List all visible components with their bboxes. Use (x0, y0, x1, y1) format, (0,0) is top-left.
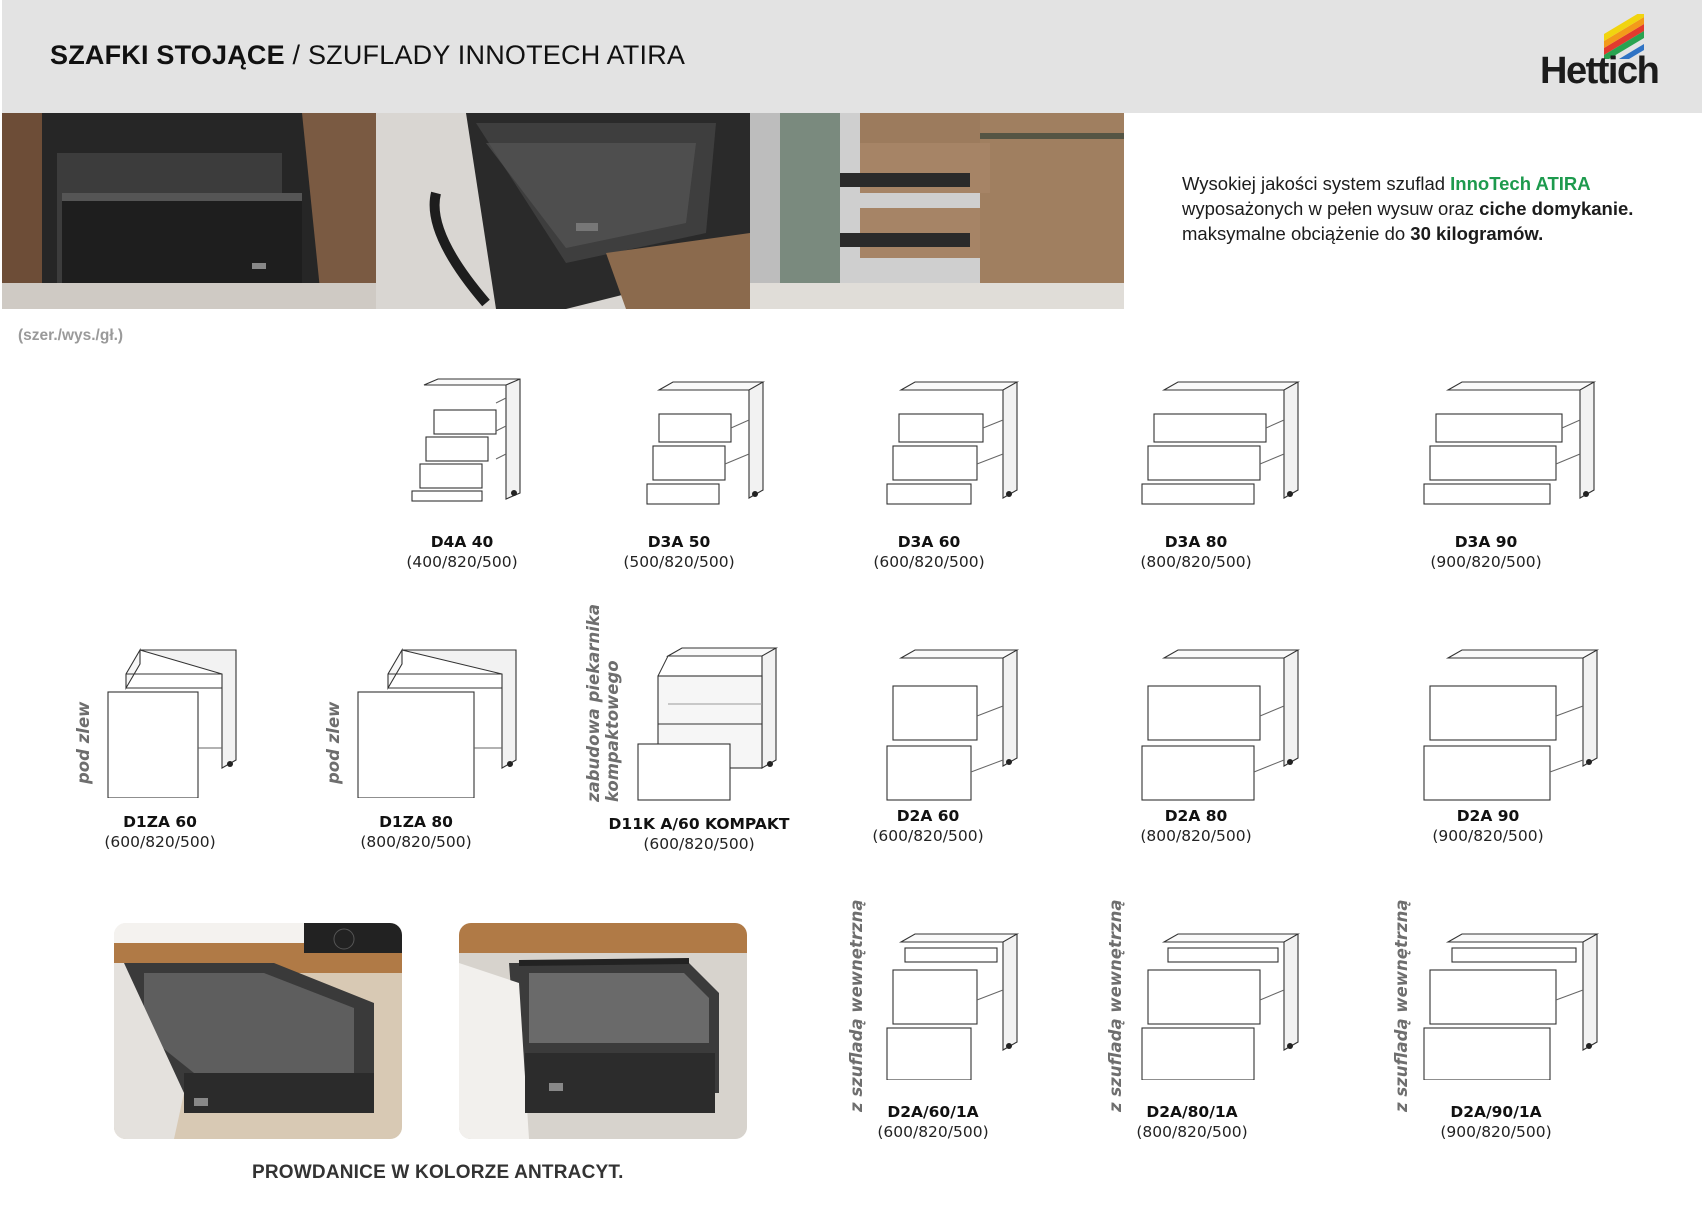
cabinet-code: D3A 50 (647, 533, 711, 551)
note-line-1: zabudowa piekarnika (584, 604, 603, 802)
cabinet-dims: (600/820/500) (872, 827, 984, 845)
caption-d2a-60 (838, 806, 1018, 846)
cabinet-drawing (1422, 646, 1600, 802)
cabinet-code: D2A/90/1A (1450, 1103, 1542, 1121)
cabinet-drawing (885, 930, 1020, 1080)
note-pod-zlew-2: pod zlew (324, 701, 343, 784)
cabinet-drawing (1140, 378, 1300, 508)
intro-accent: InnoTech ATIRA (1450, 173, 1591, 194)
kitchen-photo-1 (2, 113, 376, 309)
note-szuflada-wewnetrzna-3: z szufladą wewnętrzną (1392, 899, 1411, 1112)
kitchen-photo-3 (750, 113, 1124, 309)
cabinet-code: D1ZA 60 (123, 813, 197, 831)
cabinet-drawing (885, 378, 1020, 508)
intro-line2: wyposażonych w pełen wysuw oraz (1182, 198, 1475, 219)
cabinet-d1za-60 (106, 648, 241, 798)
note-line-2: kompaktowego (603, 660, 622, 802)
cabinet-drawing (356, 648, 521, 798)
intro-line2-bold: ciche domykanie. (1479, 198, 1634, 219)
cabinet-d3a-50 (645, 378, 765, 508)
caption-d2a-90 (1398, 806, 1578, 846)
cabinet-dims: (400/820/500) (406, 553, 518, 571)
drawer-photo-2 (459, 923, 747, 1139)
cabinet-dims: (900/820/500) (1440, 1123, 1552, 1141)
cabinet-code: D1ZA 80 (379, 813, 453, 831)
cabinet-drawing (636, 644, 781, 802)
cabinet-code: D2A/80/1A (1146, 1103, 1238, 1121)
cabinet-d2a-60-1a (885, 930, 1020, 1080)
cabinet-dims: (500/820/500) (623, 553, 735, 571)
caption-d3a-50 (589, 532, 769, 572)
intro-line3: maksymalne obciążenie do (1182, 223, 1406, 244)
cabinet-code: D2A 90 (1456, 807, 1520, 825)
page-title (50, 40, 685, 71)
cabinet-d2a-80 (1140, 646, 1300, 802)
intro-line3-bold: 30 kilogramów. (1410, 223, 1544, 244)
title-separator: / (292, 40, 301, 70)
cabinet-dims: (800/820/500) (1140, 553, 1252, 571)
caption-d11k-a-60-kompakt (599, 814, 799, 854)
cabinet-drawing (106, 648, 241, 798)
caption-d3a-90 (1396, 532, 1576, 572)
cabinet-code: D4A 40 (430, 533, 494, 551)
cabinet-drawing (1422, 930, 1600, 1080)
intro-box (1124, 113, 1702, 309)
cabinet-d3a-90 (1422, 378, 1597, 508)
cabinet-drawing (1422, 378, 1597, 508)
cabinet-d11k-a-60-kompakt (636, 644, 781, 802)
cabinet-d4a-40 (410, 373, 525, 503)
caption-d4a-40 (372, 532, 552, 572)
cabinet-dims: (900/820/500) (1432, 827, 1544, 845)
cabinet-d2a-90 (1422, 646, 1600, 802)
cabinet-code: D3A 90 (1454, 533, 1518, 551)
title-rest: SZUFLADY INNOTECH ATIRA (307, 40, 686, 70)
cabinet-dims: (800/820/500) (1136, 1123, 1248, 1141)
cabinet-drawing (410, 373, 525, 503)
cabinet-d2a-90-1a (1422, 930, 1600, 1080)
cabinet-d2a-60 (885, 646, 1020, 802)
drawer-photo-1 (114, 923, 402, 1139)
intro-line1: Wysokiej jakości system szuflad (1182, 173, 1446, 194)
cabinet-code: D2A/60/1A (887, 1103, 979, 1121)
cabinet-d3a-60 (885, 378, 1020, 508)
hettich-logo (1540, 14, 1670, 94)
intro-text (1182, 171, 1633, 246)
cabinet-drawing (645, 378, 765, 508)
cabinet-d1za-80 (356, 648, 521, 798)
title-bold: SZAFKI STOJĄCE (50, 40, 285, 70)
photo-strip (2, 113, 1124, 309)
cabinet-code: D2A 80 (1164, 807, 1228, 825)
caption-d3a-60 (839, 532, 1019, 572)
cabinet-dims: (800/820/500) (360, 833, 472, 851)
cabinet-code: D3A 60 (897, 533, 961, 551)
caption-d2a-80-1a (1102, 1102, 1282, 1142)
caption-d1za-80 (326, 812, 506, 852)
caption-d2a-80 (1106, 806, 1286, 846)
cabinet-code: D2A 60 (896, 807, 960, 825)
note-pod-zlew-1: pod zlew (74, 701, 93, 784)
cabinet-dims: (600/820/500) (877, 1123, 989, 1141)
bottom-caption: PROWDANICE W KOLORZE ANTRACYT. (252, 1162, 624, 1183)
caption-d3a-80 (1106, 532, 1286, 572)
cabinet-drawing (1140, 930, 1300, 1080)
cabinet-code: D3A 80 (1164, 533, 1228, 551)
caption-d1za-60 (70, 812, 250, 852)
cabinet-drawing (885, 646, 1020, 802)
kitchen-photo-2 (376, 113, 750, 309)
logo-text: Hettich (1540, 50, 1659, 92)
note-szuflada-wewnetrzna-2: z szufladą wewnętrzną (1106, 899, 1125, 1112)
cabinet-dims: (800/820/500) (1140, 827, 1252, 845)
cabinet-dims: (900/820/500) (1430, 553, 1542, 571)
cabinet-code: D11K A/60 KOMPAKT (608, 815, 790, 833)
cabinet-dims: (600/820/500) (643, 835, 755, 853)
caption-d2a-60-1a (843, 1102, 1023, 1142)
note-szuflada-wewnetrzna-1: z szufladą wewnętrzną (847, 899, 866, 1112)
caption-d2a-90-1a (1406, 1102, 1586, 1142)
cabinet-drawing (1140, 646, 1300, 802)
cabinet-d2a-80-1a (1140, 930, 1300, 1080)
cabinet-d3a-80 (1140, 378, 1300, 508)
cabinet-dims: (600/820/500) (104, 833, 216, 851)
cabinet-dims: (600/820/500) (873, 553, 985, 571)
note-zabudowa-piekarnika (584, 604, 622, 802)
dims-legend: (szer./wys./gł.) (18, 327, 124, 344)
